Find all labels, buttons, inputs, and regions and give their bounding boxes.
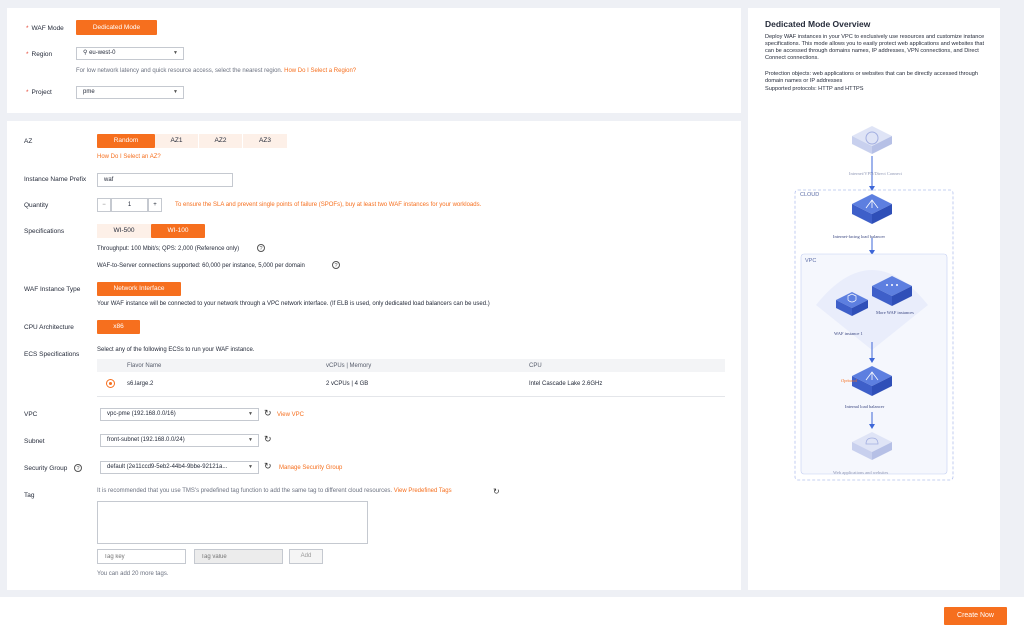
chevron-down-icon: ▼ <box>173 89 178 95</box>
project-label: * Project <box>26 89 52 96</box>
radio-selected[interactable] <box>106 379 115 388</box>
create-now-button[interactable]: Create Now <box>944 607 1007 625</box>
waf-mode-label: * WAF Mode <box>26 25 64 32</box>
tag-textarea[interactable] <box>97 501 368 544</box>
az-option-az2[interactable]: AZ2 <box>199 134 242 148</box>
instance-type-hint: Your WAF instance will be connected to your network through a VPC network interface. (If ELB is used, only dedicated load balancers can be used.) <box>97 301 490 307</box>
ecs-specifications-label: ECS Specifications <box>24 351 80 358</box>
vpc-label: VPC <box>24 411 38 418</box>
location-icon: ⚲ <box>83 50 90 56</box>
throughput-text: Throughput: 100 Mbit/s; QPS: 2,000 (Reference only) <box>97 246 240 252</box>
overview-description: Deploy WAF instances in your VPC to exclusively use resources and customize instance specifications. This mode allows you to easily protect web applications and websites that can be accessed through domains names, IP addresses, VPN connections, and Direct Connect connections. <box>765 34 985 61</box>
waf-instance-type-label: WAF Instance Type <box>24 286 81 293</box>
vcpus-cell: 2 vCPUs | 4 GB <box>326 381 369 387</box>
vpc-value: vpc-pme (192.168.0.0/16) <box>107 411 176 417</box>
chevron-down-icon: ▼ <box>173 50 178 56</box>
load-balancer-icon <box>852 194 892 224</box>
network-interface-button[interactable]: Network Interface <box>97 282 181 296</box>
view-predefined-tags-link[interactable]: View Predefined Tags <box>393 488 452 494</box>
help-icon[interactable]: ? <box>332 261 340 269</box>
az-option-az1[interactable]: AZ1 <box>155 134 198 148</box>
web-apps-label: Web applications and websites <box>833 470 889 475</box>
security-group-label: Security Group <box>24 465 68 472</box>
help-icon[interactable]: ? <box>257 244 265 252</box>
quantity-increment-button[interactable]: + <box>148 198 162 212</box>
connections-text: WAF-to-Server connections supported: 60,000 per instance, 5,000 per domain <box>97 263 305 269</box>
refresh-icon[interactable]: ↻ <box>493 487 500 496</box>
project-select[interactable] <box>76 86 184 99</box>
vpc-select[interactable] <box>100 408 259 421</box>
region-label: * Region <box>26 51 53 58</box>
region-select[interactable] <box>76 47 184 60</box>
optional-label: Optional <box>841 378 858 383</box>
quantity-hint: To ensure the SLA and prevent single points of failure (SPOFs), buy at least two WAF instances for your workloads. <box>175 202 482 208</box>
security-group-select[interactable] <box>100 461 259 474</box>
refresh-icon[interactable]: ↻ <box>264 461 272 471</box>
table-row[interactable] <box>97 372 725 397</box>
public-lb-label: Internet-facing load balancer <box>833 234 885 239</box>
cpu-cell: Intel Cascade Lake 2.6GHz <box>529 381 603 387</box>
tag-add-button[interactable]: Add <box>289 549 323 564</box>
tag-value-input[interactable] <box>194 549 283 564</box>
tag-key-input[interactable] <box>97 549 186 564</box>
az-help-link[interactable]: How Do I Select an AZ? <box>97 154 161 160</box>
internet-icon <box>852 126 892 154</box>
refresh-icon[interactable]: ↻ <box>264 408 272 418</box>
table-header-vcpus: vCPUs | Memory <box>326 363 372 369</box>
az-label: AZ <box>24 138 33 145</box>
waf-instance-label: WAF instance 1 <box>834 331 863 336</box>
overview-protection: Protection objects: web applications or websites that can be directly accessed through domain names or IP addresses <box>765 71 978 84</box>
footer-bar <box>0 597 1024 633</box>
subnet-value: front-subnet (192.168.0.0/24) <box>107 437 185 443</box>
az-option-random[interactable]: Random <box>97 134 155 148</box>
overview-title: Dedicated Mode Overview <box>765 19 871 29</box>
chevron-down-icon: ▼ <box>248 464 253 470</box>
spec-option-wi-100[interactable]: WI-100 <box>151 224 205 238</box>
subnet-select[interactable] <box>100 434 259 447</box>
az-option-az3[interactable]: AZ3 <box>243 134 287 148</box>
tag-hint: It is recommended that you use TMS's predefined tag function to add the same tag to different cloud resources. View Predefined Tags <box>97 488 452 494</box>
chevron-down-icon: ▼ <box>248 411 253 417</box>
vpc-diagram-label: VPC <box>805 258 817 264</box>
view-vpc-link[interactable]: View VPC <box>277 412 304 418</box>
table-header-flavor: Flavor Name <box>127 363 162 369</box>
refresh-icon[interactable]: ↻ <box>264 434 272 444</box>
help-icon[interactable]: ? <box>74 464 82 472</box>
table-header-cpu: CPU <box>529 363 542 369</box>
spec-option-wi-500[interactable]: WI-500 <box>97 224 151 238</box>
internal-lb-label: Internal load balancer <box>845 404 885 409</box>
cpu-architecture-label: CPU Architecture <box>24 324 74 331</box>
name-prefix-label: Instance Name Prefix <box>24 176 87 183</box>
name-prefix-input[interactable]: waf <box>97 173 233 187</box>
quantity-decrement-button[interactable]: − <box>97 198 111 212</box>
more-waf-label: More WAF instances <box>876 310 914 315</box>
ecs-table-header <box>97 359 725 372</box>
region-help-link[interactable]: How Do I Select a Region? <box>284 68 357 74</box>
tag-label: Tag <box>24 492 35 499</box>
specifications-label: Specifications <box>24 228 65 235</box>
subnet-label: Subnet <box>24 438 45 445</box>
flavor-name-cell: s6.large.2 <box>127 381 154 387</box>
chevron-down-icon: ▼ <box>248 437 253 443</box>
quantity-label: Quantity <box>24 202 49 209</box>
manage-security-group-link[interactable]: Manage Security Group <box>279 465 343 471</box>
region-hint: For low network latency and quick resource access, select the nearest region. How Do I Select a Region? <box>76 68 357 74</box>
cloud-label: CLOUD <box>800 192 820 198</box>
cpu-option-x86[interactable]: x86 <box>97 320 140 334</box>
project-value: pme <box>83 89 95 95</box>
internet-label: Internet/VPN/Direct Connect <box>849 171 902 176</box>
overview-protocols: Supported protocols: HTTP and HTTPS <box>765 86 864 92</box>
ecs-hint: Select any of the following ECSs to run your WAF instance. <box>97 347 255 353</box>
region-value: eu-west-0 <box>89 50 116 56</box>
dedicated-mode-button[interactable]: Dedicated Mode <box>76 20 157 35</box>
tag-quota-text: You can add 20 more tags. <box>97 571 169 577</box>
quantity-input[interactable]: 1 <box>111 198 148 212</box>
security-group-value: default (2e11ccd9-5eb2-44b4-9bbe-92121a... <box>107 464 228 470</box>
